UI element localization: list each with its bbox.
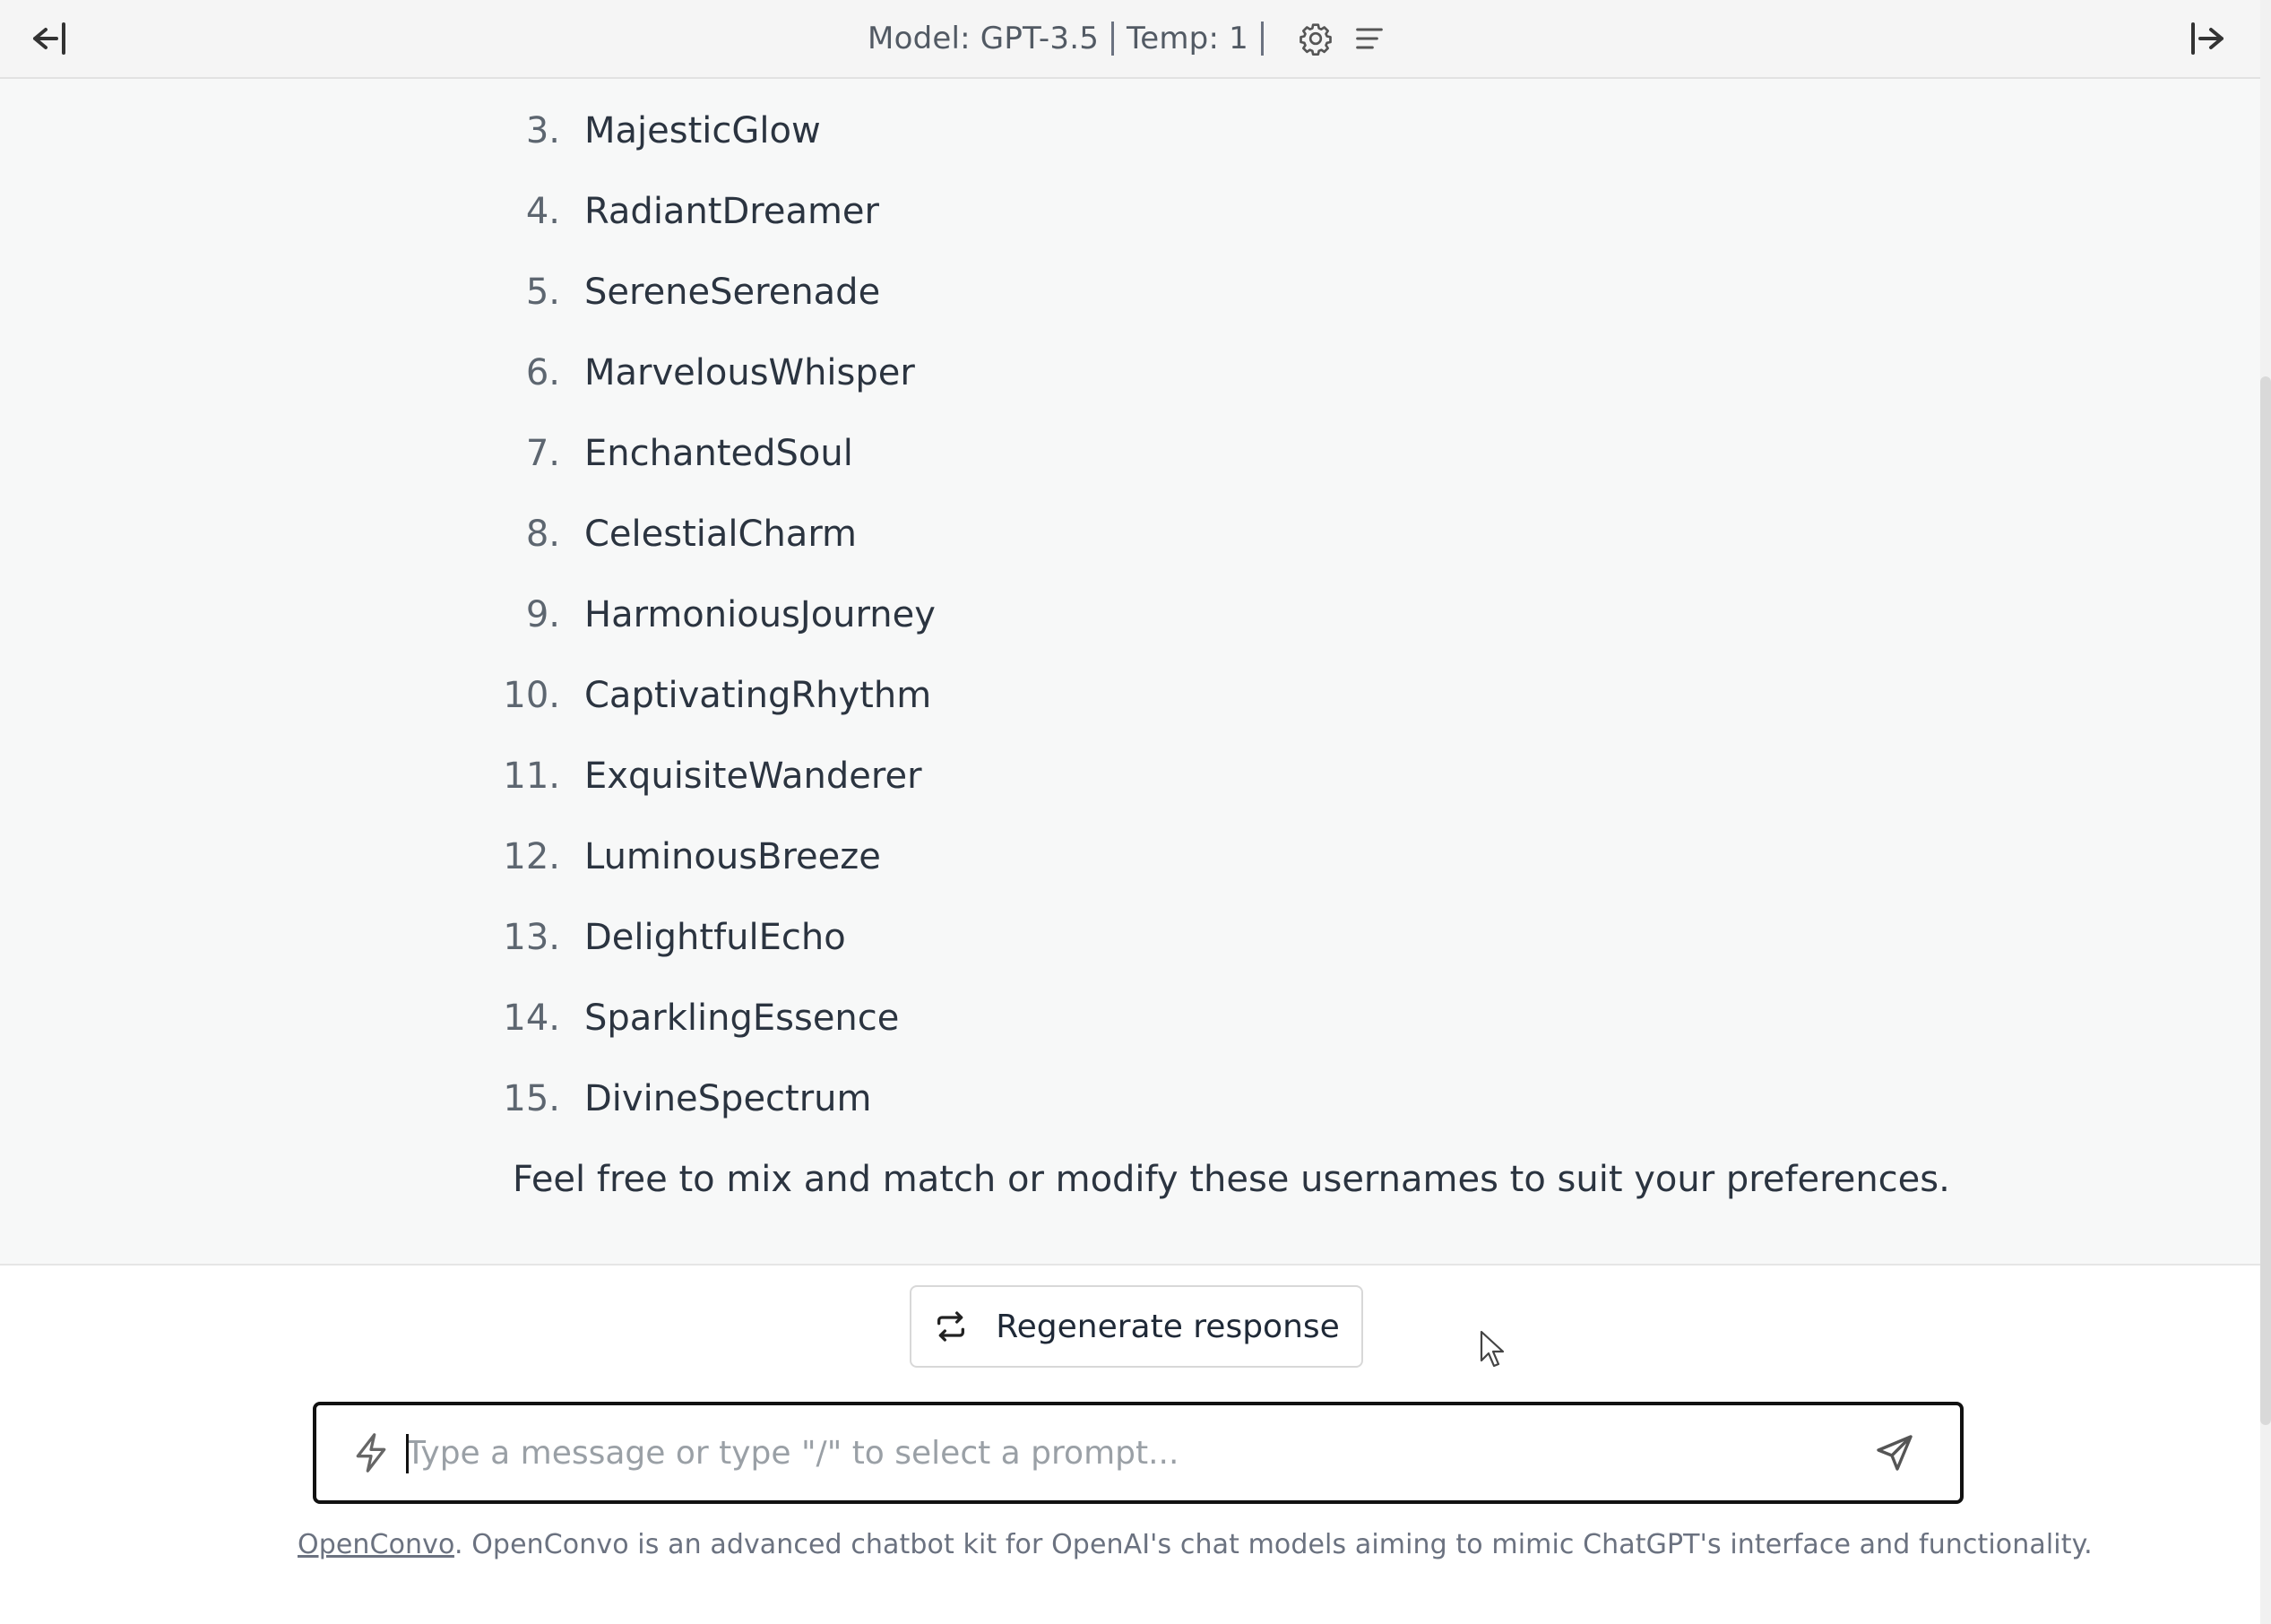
footer-text: . OpenConvo is an advanced chatbot kit for OpenAI's chat models aiming to mimic ChatGPT's interface and functionality. [453, 1529, 2093, 1560]
scrollbar-thumb[interactable] [2260, 376, 2271, 1425]
message-input[interactable] [406, 1421, 1840, 1484]
menu-lines-icon[interactable] [1346, 15, 1393, 62]
list-item [0, 749, 1255, 803]
list-item-username: EnchantedSoul [584, 433, 853, 474]
list-item-username: DelightfulEcho [584, 917, 846, 958]
list-item-username: DivineSpectrum [584, 1078, 872, 1119]
gear-icon[interactable] [1292, 15, 1339, 62]
list-item-number: 10. [503, 675, 560, 716]
list-item-number: 12. [503, 836, 560, 877]
top-bar [0, 0, 2260, 79]
list-item-number: 4. [525, 191, 560, 232]
expand-right-icon[interactable] [2169, 0, 2249, 77]
mouse-pointer-icon [1480, 1330, 1507, 1369]
openconvo-link[interactable]: OpenConvo [298, 1529, 454, 1560]
regenerate-label: Regenerate response [996, 1308, 1340, 1345]
list-item [0, 427, 1255, 480]
list-item-number: 15. [503, 1078, 560, 1119]
list-item [0, 185, 1255, 238]
list-item-number: 3. [525, 110, 560, 151]
list-item [0, 669, 1255, 722]
list-item-number: 6. [525, 352, 560, 393]
model-label: Model: GPT-3.5 [868, 21, 1100, 56]
assistant-message [0, 79, 2260, 1266]
list-item [0, 1072, 1255, 1126]
list-item-number: 9. [525, 594, 560, 635]
list-item-username: CaptivatingRhythm [584, 675, 932, 716]
list-item [0, 104, 1255, 158]
list-item-username: SparklingEssence [584, 998, 900, 1039]
list-item-number: 14. [503, 998, 560, 1039]
list-item-username: LuminousBreeze [584, 836, 881, 877]
divider [1111, 22, 1114, 56]
closing-text: Feel free to mix and match or modify these usernames to suit your preferences. [513, 1159, 1950, 1200]
divider [1261, 22, 1264, 56]
list-item-number: 5. [525, 272, 560, 313]
message-composer [313, 1402, 1964, 1504]
list-item-number: 7. [525, 433, 560, 474]
text-caret [406, 1434, 409, 1473]
list-item-username: ExquisiteWanderer [584, 756, 922, 797]
list-item-username: MarvelousWhisper [584, 352, 915, 393]
list-item-username: RadiantDreamer [584, 191, 879, 232]
list-item-username: SereneSerenade [584, 272, 881, 313]
list-item [0, 830, 1255, 884]
list-item-username: HarmoniousJourney [584, 594, 936, 635]
lightning-icon[interactable] [347, 1429, 395, 1477]
scrollbar[interactable] [2260, 0, 2271, 1624]
temperature-label: Temp: 1 [1127, 21, 1248, 56]
list-item-number: 11. [503, 756, 560, 797]
list-item-username: CelestialCharm [584, 514, 858, 555]
list-item-number: 13. [503, 917, 560, 958]
regenerate-response-button[interactable] [910, 1285, 1363, 1368]
send-icon[interactable] [1869, 1427, 1921, 1479]
list-item [0, 346, 1255, 400]
refresh-icon [933, 1309, 969, 1344]
list-item-username: MajesticGlow [584, 110, 821, 151]
list-item [0, 265, 1255, 319]
collapse-left-icon[interactable] [7, 0, 88, 77]
list-item [0, 507, 1255, 561]
list-item [0, 911, 1255, 964]
list-item [0, 588, 1255, 642]
list-item-number: 8. [525, 514, 560, 555]
footer-disclaimer [298, 1529, 2093, 1560]
model-info [868, 15, 1393, 62]
list-item [0, 991, 1255, 1045]
